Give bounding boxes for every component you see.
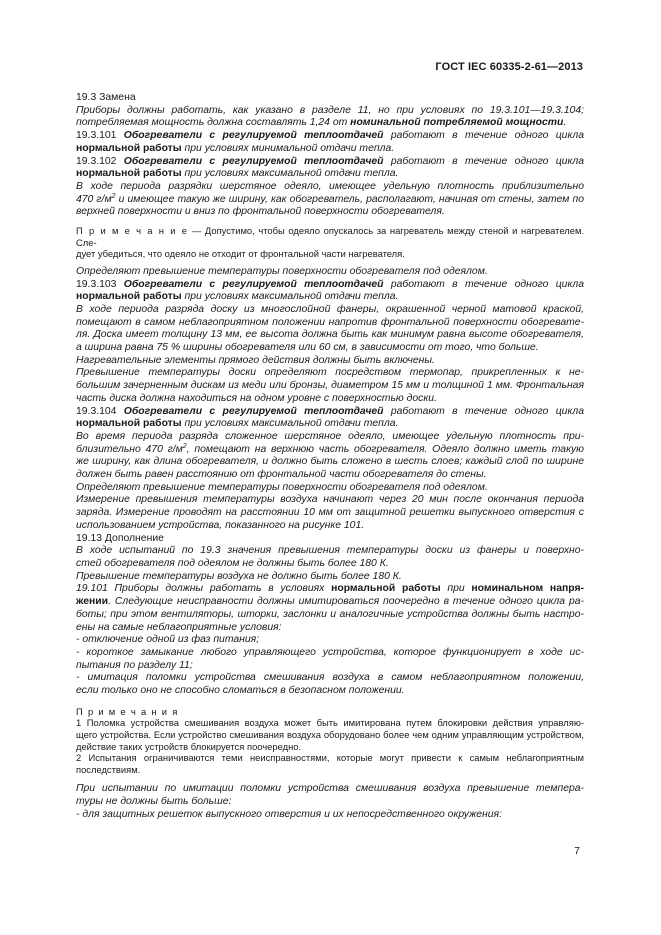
term: нормальной работы [76,418,182,430]
term: Обогреватели с регулируемой теплоотдачей [123,405,384,417]
clause-19-101: 19.101 Приборы должны работать в условиях нормальной работы при номинальном напря- жении. Следующие неисправности должны имитироваться поочередно в течение одного цикла ра- боты; при этом вентиляторы, шторки, заслонки и аналогичные устройства должны быть настро- ены на самые неблагоприятные условия: [76,583,584,633]
paragraph: Превышение температуры доски определяют посредством термопар, прикрепленных к не- большим зачерненным дискам из меди или бронзы, диаметром 15 мм и толщиной 1 мм. Фронтальная часть диска должна находиться на одном уровне с поверхностью доски. [76,367,584,404]
term: жении [76,596,109,608]
paragraph: В ходе испытаний по 19.3 значения превышения температуры доски из фанеры и поверхно- стей обогревателя под одеялом не должны быть более 180 К. [76,545,584,569]
paragraph: Нагревательные элементы прямого действия должны быть включены. [76,354,435,366]
term: нормальной работы [331,583,441,595]
term: номинальном напря- [471,583,584,595]
list-item: - короткое замыкание любого управляющего устройства, которое функционирует в ходе ис- пытания по разделу 11; [76,646,584,671]
paragraph: Приборы должны работать, как указано в разделе 11, но при условиях по 19.3.101—19.3.104; потребляемая мощность должна составлять 1,24 от номинальной потребляемой мощности. [76,104,584,129]
term: Обогреватели с регулируемой теплоотдачей [123,155,384,167]
term: Обогреватели с регулируемой теплоотдачей [123,278,384,290]
paragraph: В ходе периода разрядки шерстяное одеяло, имеющее удельную плотность приблизительно 470 $г/м^2$ и имеющее такую же ширину, как обогреватель, располагают, начиная от стены, затем по верхней поверхности и вниз по фронтальной поверхности обогревателя. [76,180,585,218]
paragraph: При испытании по имитации поломки устройства смешивания воздуха превышение темпера- туры не должны быть больше: [76,783,584,807]
paragraph: Во время периода разряда сложенное шерстяное одеяло, имеющее удельную плотность при- близительно 470 $г/м^2$, помещают на верхнюю часть обогревателя. Одеяло должно иметь такую же ширину, как длина обогревателя, и должно быть сложено в шесть слоев; каждый слой по ширине должен быть равен расстоянию от фронтальной части обогревателя до стены. [76,430,584,481]
clause-19-3-103: 19.3.103 Обогреватели с регулируемой теплоотдачей работают в течение одного цикла нормальной работы при условиях максимальной отдачи тепла. [76,278,584,303]
notes-label: П р и м е ч а н и я [76,705,179,717]
term: нормальной работы [76,168,182,180]
list-item: - для защитных решеток выпускного отверстия и их непосредственного окружения: [76,808,502,820]
standard-code-header: ГОСТ IEC 60335-2-61—2013 [435,61,583,73]
section-heading-19-3: 19.3 Замена [76,92,136,103]
term: нормальной работы [76,142,182,154]
clause-19-3-101: 19.3.101 Обогреватели с регулируемой теплоотдачей работают в течение одного цикла нормальной работы при условиях минимальной отдачи тепла. [76,130,584,154]
term: номинальной потребляемой мощности [350,117,564,129]
paragraph: Измерение превышения температуры воздуха начинают через 20 мин после окончания периода заряда. Измерение проводят на расстоянии 10 мм от защитной решетки выпускного отверстия с использованием устройства, показанного на рисунке 101. [76,494,584,531]
list-item: - отключение одной из фаз питания; [76,634,260,646]
term: Обогреватели с регулируемой теплоотдачей [123,130,384,142]
term: нормальной работы [76,291,182,303]
document-body [76,92,584,821]
paragraph: Определяют превышение температуры поверхности обогревателя под одеялом. [76,265,488,277]
page-number: 7 [574,845,580,857]
list-item: - имитация поломки устройства смешивания воздуха в самом неблагоприятном положении, если только оно не способно сломаться в безопасном положении. [76,672,584,697]
notes: П р и м е ч а н и я 1 Поломка устройства смешивания воздуха может быть имитирована путем блокировки действия управляю- щего устройства. Если устройство смешивания воздуха оборудовано более чем одним управляющим устройством, действие таких устройств блокируется поочередно. 2 Испытания ограничиваются теми неисправностями, которые могут привести к самым неблагоприятным последствиям. [76,705,584,775]
clause-19-3-102: 19.3.102 Обогреватели с регулируемой теплоотдачей работают в течение одного цикла нормальной работы при условиях максимальной отдачи тепла. [76,155,584,180]
paragraph: Определяют превышение температуры поверхности обогревателя под одеялом. [76,481,488,493]
note: П р и м е ч а н и е — Допустимо, чтобы одеяло опускалось за нагреватель между стеной и нагревателем. Сле- дует убедиться, что одеяло не отходит от фронтальной части нагревателя. [76,225,584,260]
paragraph: Превышение температуры воздуха не должно быть более 180 К. [76,570,402,582]
clause-19-3-104: 19.3.104 Обогреватели с регулируемой теплоотдачей работают в течение одного цикла нормальной работы при условиях максимальной отдачи тепла. [76,405,584,430]
section-heading-19-13: 19.13 Дополнение [76,532,164,544]
note-label: П р и м е ч а н и е [76,225,189,237]
paragraph: В ходе периода разряда доску из многослойной фанеры, окрашенной черной матовой краской, помещают в самом неблагоприятном положении напротив фронтальной поверхности обогревате- ля. Доска имеет толщину 13 мм, ее высота должна быть как минимум равна высоте обогревателя, а ширина равна 75 % ширины обогревателя или 60 см, в зависимости от того, что больше. [76,303,584,354]
